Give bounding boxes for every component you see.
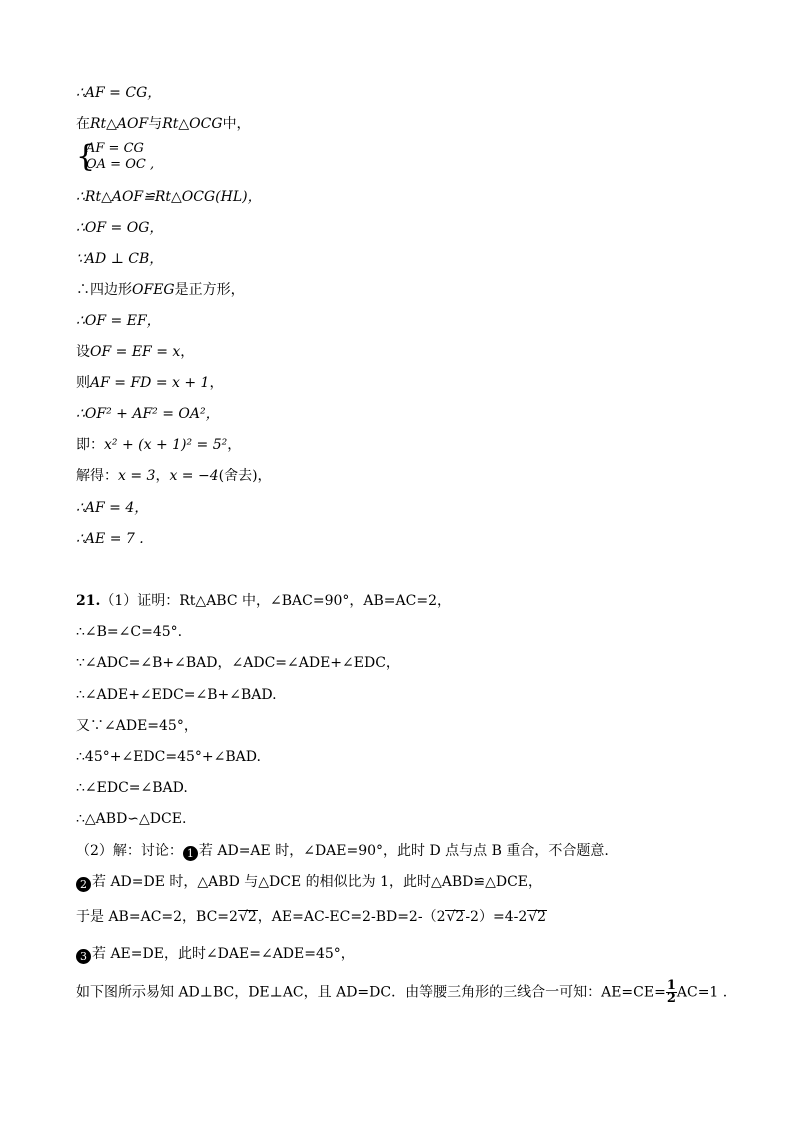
fraction-numerator: 1	[666, 978, 676, 993]
text-ac-1: AC=1 .	[676, 984, 728, 1001]
line-ae-7: ∴AE = 7 .	[76, 531, 144, 547]
math-equation: x² + (x + 1)² = 5²	[104, 437, 228, 453]
q21-line-7: ∴∠EDC=∠BAD.	[76, 780, 188, 796]
q21-line-1	[76, 592, 451, 610]
case-2-text: 若 AD=DE 时，△ABD 与△DCE 的相似比为 1，此时△ABD≌△DCE，	[92, 874, 543, 890]
line-equation	[76, 436, 241, 454]
text-ab-ac: 于是 AB=AC=2，BC=2	[76, 909, 238, 925]
text-in: 在	[76, 116, 90, 132]
radicand: 2	[247, 909, 257, 925]
circled-number-2: 2	[76, 877, 91, 892]
circled-number-1: 1	[183, 846, 198, 861]
q21-line-9	[76, 842, 609, 861]
text-in-suffix: 中，	[222, 116, 251, 132]
line-congruent: ∴Rt△AOF≌Rt△OCG(HL)，	[76, 189, 262, 205]
text-quadrilateral: ∴四边形	[76, 282, 132, 298]
math-ofeg: OFEG	[132, 282, 175, 298]
line-of-eq-ef: ∴OF = EF，	[76, 313, 161, 329]
math-rt-aof: Rt△AOF	[90, 116, 149, 132]
circled-number-3: 3	[76, 949, 91, 964]
q21-line-13	[76, 980, 727, 1005]
line-af-eq-cg: ∴AF = CG，	[76, 85, 162, 101]
line-let-x	[76, 343, 194, 361]
q21-proof-start: （1）证明：Rt△ABC 中，∠BAC=90°，AB=AC=2，	[100, 593, 451, 609]
math-rt-ocg: Rt△OCG	[162, 116, 223, 132]
text-as-shown: 如下图所示易知 AD⊥BC，DE⊥AC，且 AD=DC．由等腰三角形的三线合一可知：AE=CE=	[76, 984, 666, 1001]
text-let: 设	[76, 344, 90, 360]
line-pythagoras: ∴OF² + AF² = OA²，	[76, 406, 220, 422]
q21-line-11	[76, 908, 547, 926]
q21-line-4: ∴∠ADE+∠EDC=∠B+∠BAD.	[76, 687, 277, 703]
text-discussion: （2）解：讨论：	[76, 843, 183, 859]
question-number: 21.	[76, 593, 101, 609]
text-namely: 即：	[76, 437, 104, 453]
text-and: 与	[148, 116, 163, 132]
fraction-one-half	[666, 980, 677, 1005]
radicand: 2	[537, 909, 547, 925]
radicand: 2	[455, 909, 465, 925]
q21-line-8: ∴△ABD∽△DCE.	[76, 811, 187, 827]
q21-line-6: ∴45°+∠EDC=45°+∠BAD.	[76, 749, 261, 765]
text-ae-result: -2）=4-2	[465, 909, 528, 925]
sqrt-2-c: √2	[528, 909, 547, 925]
text-solve: 解得：	[76, 468, 118, 484]
line-of-eq-og: ∴OF = OG，	[76, 220, 164, 236]
math-x-neg4: x = −4	[169, 468, 219, 484]
text-ae-calc: ，AE=AC-EC=2-BD=2-（2	[257, 909, 446, 925]
line-solution	[76, 467, 272, 485]
text-then: 则	[76, 375, 90, 391]
math-af-fd: AF = FD = x + 1	[90, 375, 210, 391]
text-comma: ，	[180, 344, 195, 360]
line-ad-perp-cb: ∵AD ⊥ CB，	[76, 251, 164, 267]
q21-line-5: 又∵∠ADE=45°，	[76, 718, 198, 734]
text-is-square: 是正方形，	[174, 282, 245, 298]
q21-line-10	[76, 873, 542, 892]
system-row-2: OA = OC ,	[86, 157, 155, 172]
text-comma: ，	[227, 437, 242, 453]
case-1-text: 若 AD=AE 时，∠DAE=90°，此时 D 点与点 B 重合，不合题意.	[198, 843, 609, 859]
sqrt-2-a: √2	[238, 909, 257, 925]
text-comma: ，	[155, 468, 170, 484]
q21-line-12	[76, 945, 355, 964]
math-x-3: x = 3	[118, 468, 156, 484]
system-row-1: AF = CG	[86, 141, 144, 156]
line-af-4: ∴AF = 4，	[76, 500, 149, 516]
line-then-af	[76, 374, 223, 392]
q21-line-3: ∵∠ADC=∠B+∠BAD，∠ADC=∠ADE+∠EDC，	[76, 655, 400, 671]
line-square	[76, 281, 245, 299]
text-comma: ，	[209, 375, 224, 391]
fraction-denominator: 2	[666, 991, 676, 1006]
case-3-text: 若 AE=DE，此时∠DAE=∠ADE=45°，	[92, 946, 355, 962]
line-in-triangles	[76, 115, 251, 133]
math-let-x: OF = EF = x	[90, 344, 181, 360]
q21-line-2: ∴∠B=∠C=45°.	[76, 624, 183, 640]
sqrt-2-b: √2	[446, 909, 465, 925]
system-brace: {	[76, 139, 96, 174]
text-discard: (舍去)，	[218, 468, 272, 484]
